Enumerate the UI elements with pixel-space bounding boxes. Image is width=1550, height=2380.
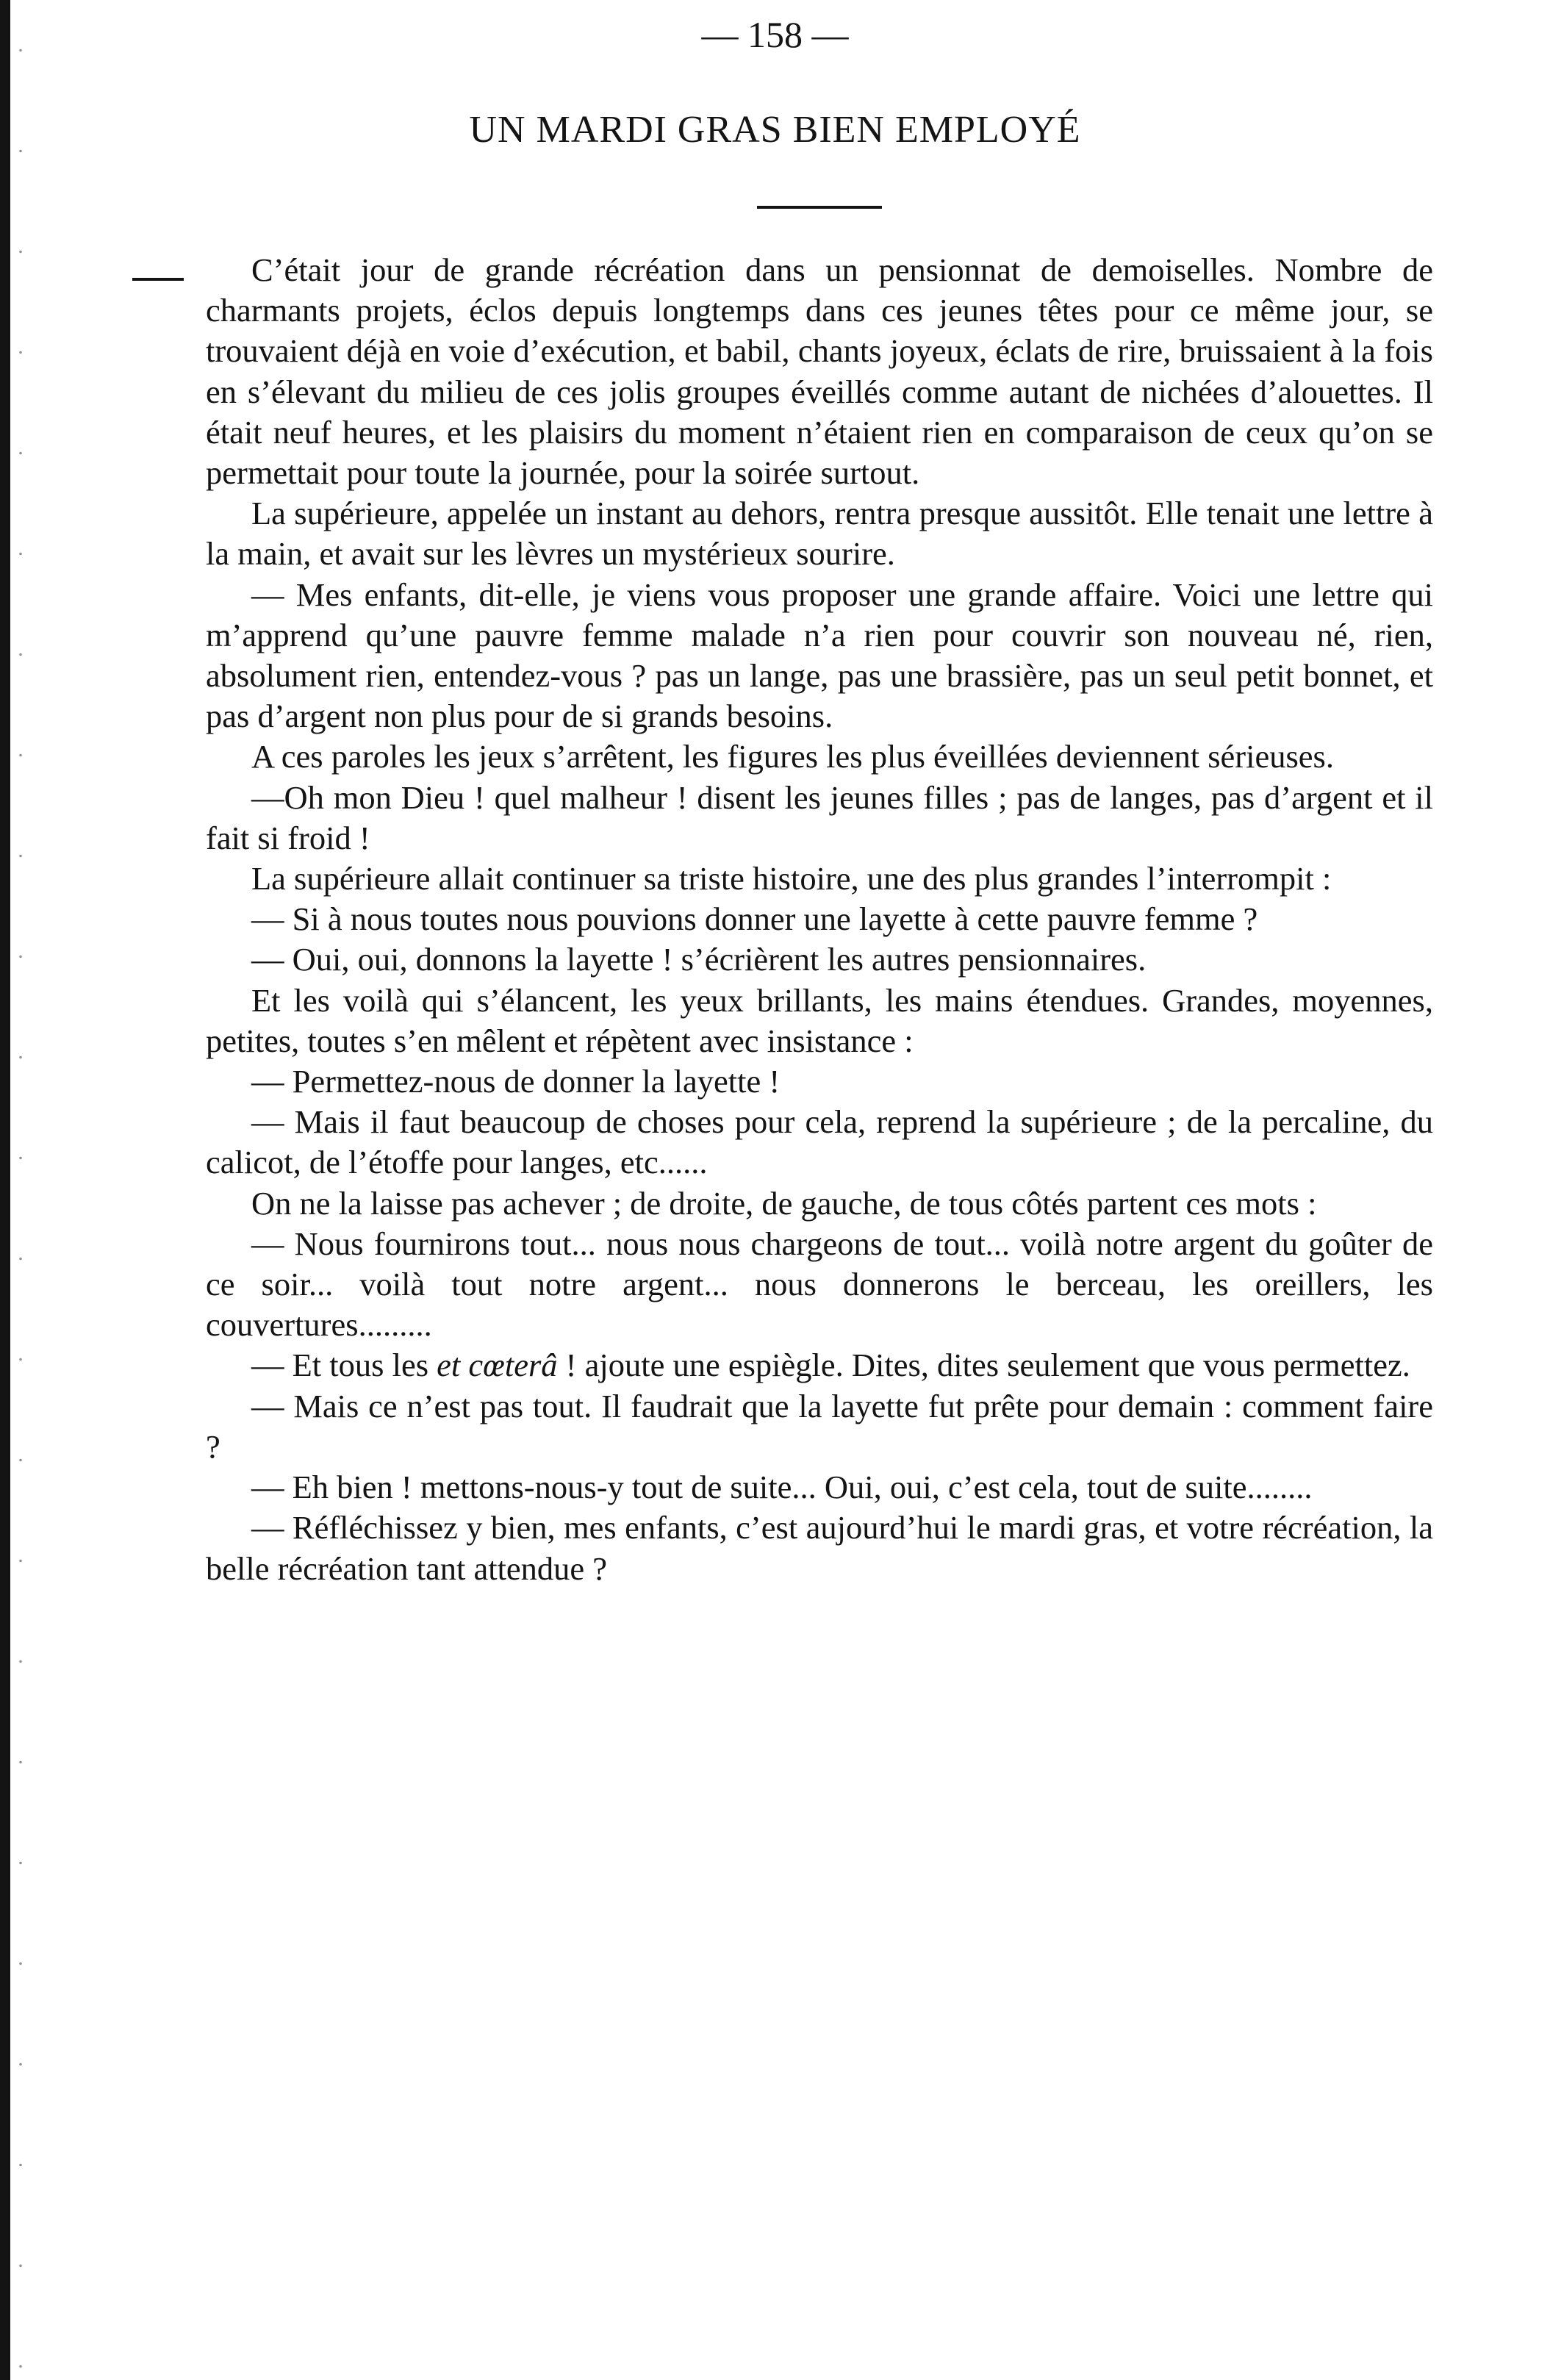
paragraph: La supérieure, appelée un instant au dehors, rentra presque aussitôt. Elle tenait une lettre à la main, et avait sur les lèvres un mystérieux sourire.: [206, 495, 1433, 573]
paragraph: — Eh bien ! mettons-nous-y tout de suite... Oui, oui, c’est cela, tout de suite........: [251, 1469, 1313, 1506]
paragraph: — Oui, oui, donnons la layette ! s’écrièrent les autres pensionnaires.: [251, 941, 1147, 978]
paragraph-text: — Et tous les: [251, 1347, 437, 1384]
paragraph: Et les voilà qui s’élancent, les yeux brillants, les mains étendues. Grandes, moyennes, petites, toutes s’en mêlent et répètent avec insistance :: [206, 981, 1433, 1059]
italic-phrase: et cœterâ: [437, 1347, 558, 1384]
scan-speckle: [10, 0, 40, 2380]
paragraph: — Réfléchissez y bien, mes enfants, c’est aujourd’hui le mardi gras, et votre récréation, la belle récréation tant attendue ?: [206, 1509, 1433, 1587]
paragraph: — Mais ce n’est pas tout. Il faudrait que la layette fut prête pour demain : comment faire ?: [206, 1387, 1433, 1465]
paragraph: — Mais il faut beaucoup de choses pour cela, reprend la supérieure ; de la percaline, du calicot, de l’étoffe pour langes, etc......: [206, 1103, 1433, 1181]
page-binding-edge: [0, 0, 10, 2380]
paragraph: [206, 1345, 1433, 1386]
body-text: [206, 250, 1433, 1589]
paragraph: — Si à nous toutes nous pouvions donner une layette à cette pauvre femme ?: [251, 900, 1258, 938]
paragraph: — Permettez-nous de donner la layette !: [251, 1063, 781, 1100]
paragraph: A ces paroles les jeux s’arrêtent, les figures les plus éveillées deviennent sérieuses.: [251, 738, 1334, 775]
title-rule: [757, 206, 882, 209]
paragraph: —Oh mon Dieu ! quel malheur ! disent les jeunes filles ; pas de langes, pas d’argent et il fait si froid !: [206, 778, 1433, 856]
paragraph: — Nous fournirons tout... nous nous chargeons de tout... voilà notre argent du goûter de ce soir... voilà tout notre argent... nous donnerons le berceau, les oreillers, les couvertures.........: [206, 1225, 1433, 1344]
paragraph: La supérieure allait continuer sa triste histoire, une des plus grandes l’interrompit :: [251, 860, 1332, 897]
chapter-title: UN MARDI GRAS BIEN EMPLOYÉ: [469, 109, 1081, 151]
page-number: — 158 —: [701, 14, 849, 55]
paragraph-text: ! ajoute une espiègle. Dites, dites seulement que vous permettez.: [557, 1347, 1410, 1384]
paragraph: C’était jour de grande récréation dans un pensionnat de demoiselles. Nombre de charmants projets, éclos depuis longtemps dans ces jeunes têtes pour ce même jour, se trouvaient déjà en voie d’exécution, et babil, chants joyeux, éclats de rire, bruissaient à la fois en s’élevant du milieu de ces jolis groupes éveillés comme autant de nichées d’alouettes. Il était neuf heures, et les plaisirs du moment n’étaient rien en comparaison de ceux qu’on se permettait pour toute la journée, pour la soirée surtout.: [206, 251, 1433, 492]
margin-dash: [132, 278, 184, 281]
paragraph: — Mes enfants, dit-elle, je viens vous proposer une grande affaire. Voici une lettre qui m’apprend qu’une pauvre femme malade n’a rien pour couvrir son nouveau né, rien, absolument rien, entendez-vous ? pas un lange, pas une brassière, pas un seul petit bonnet, et pas d’argent non plus pour de si grands besoins.: [206, 576, 1433, 735]
paragraph: On ne la laisse pas achever ; de droite, de gauche, de tous côtés partent ces mots :: [251, 1184, 1317, 1222]
